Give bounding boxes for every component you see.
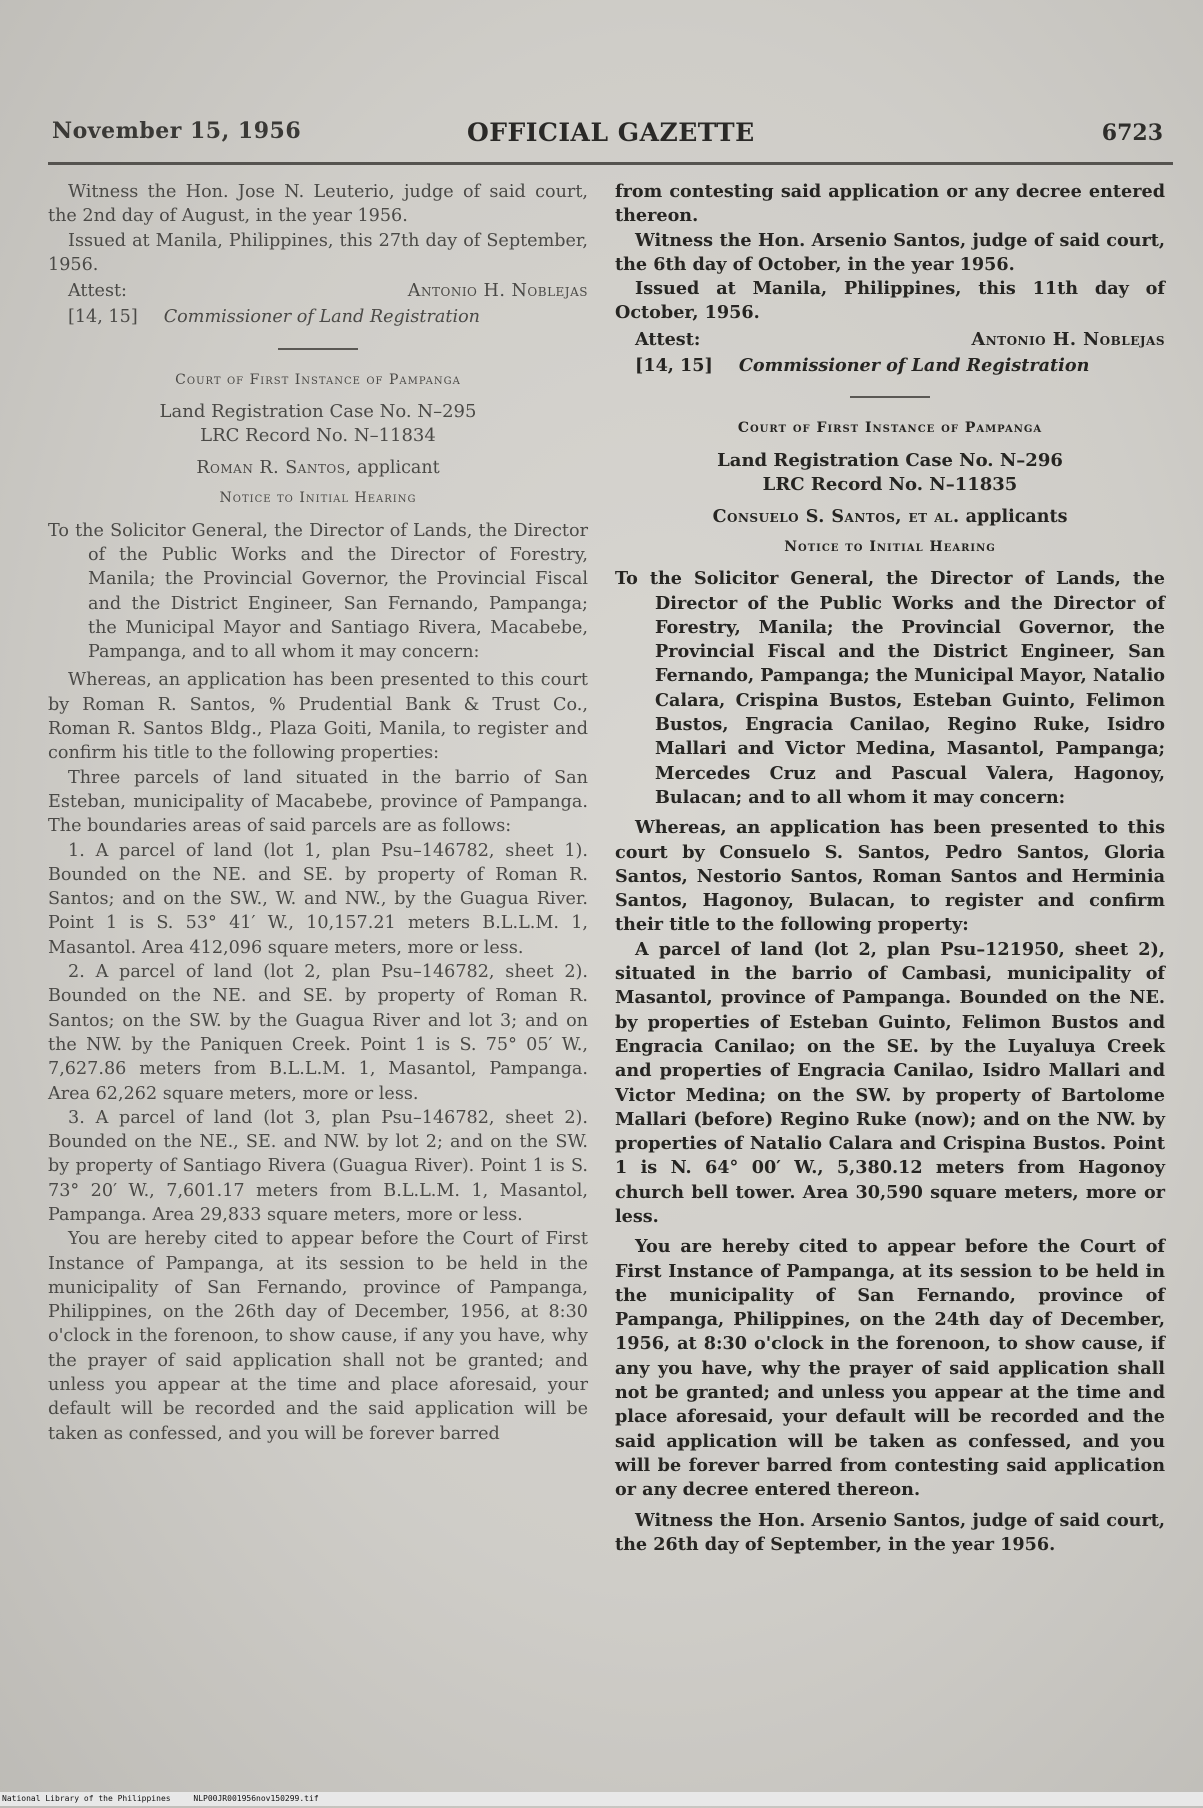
case-number: Land Registration Case No. N–295: [159, 401, 477, 423]
applicant-suffix: applicants: [965, 506, 1068, 527]
case-number: Land Registration Case No. N–296: [717, 449, 1063, 471]
attest-title: Commissioner of Land Registration: [163, 307, 480, 328]
parcel-1-paragraph: 1. A parcel of land (lot 1, plan Psu–146782, sheet 1). Bounded on the NE. and SE. by property of Roman R. Santos; and on the SW., W. and NW., by the Guagua River. Point 1 is S. 53° 41′ W., 10,157.21 meters B.L.L.M. 1, Masantol. Area 412,096 square meters, more or less.: [48, 840, 588, 958]
citation-paragraph: You are hereby cited to appear before the Court of First Instance of Pampanga, at its session to be held in the municipality of San Fernando, province of Pampanga, Philippines, on the 24th day of December, 1956, at 8:30 o'clock in the forenoon, to show cause, if any you have, why the prayer of said application shall not be granted; and unless you appear at the time and place aforesaid, your default will be recorded and the said application will be taken as confessed, and you will be forever barred from contesting said application or any decree entered thereon.: [615, 1236, 1165, 1501]
applicant-name: Consuelo S. Santos, et al.: [712, 506, 960, 527]
parcel-2-paragraph: 2. A parcel of land (lot 2, plan Psu–146782, sheet 2). Bounded on the NE. and SE. by property of Roman R. Santos; on the SW. by the Guagua River and lot 3; and on the NW. by the Paniquen Creek. Point 1 is S. 75° 05′ W., 7,627.86 meters from B.L.L.M. 1, Masantol, Pampanga. Area 62,262 square meters, more or less.: [48, 962, 588, 1104]
closing-witness-paragraph: Witness the Hon. Arsenio Santos, judge of said court, the 26th day of September, in the year 1956.: [615, 1509, 1165, 1555]
right-column: [615, 180, 1165, 1557]
lrc-record: LRC Record No. N–11834: [200, 425, 436, 447]
attest-ref: [14, 15]: [68, 307, 138, 328]
parcels-intro-paragraph: Three parcels of land situated in the barrio of San Esteban, municipality of Macabebe, province of Pampanga. The boundaries areas of said parcels are as follows:: [48, 767, 588, 837]
publication-title: OFFICIAL GAZETTE: [467, 118, 755, 147]
witness-paragraph: Witness the Hon. Jose N. Leuterio, judge of said court, the 2nd day of August, in the year 1956.: [48, 182, 588, 227]
addressees-paragraph: To the Solicitor General, the Director of Lands, the Director of the Public Works and the Director of Forestry, Manila; the Provincial Governor, the Provincial Fiscal and the District Engineer, San Fernando, Pampanga; the Municipal Mayor and Santiago Rivera, Macabebe, Pampanga, and to all whom it may concern:: [48, 520, 588, 663]
attest-title-line: [615, 354, 1165, 378]
attest-name: Antonio H. Noblejas: [971, 328, 1165, 350]
section-divider: [850, 396, 930, 398]
issued-paragraph: Issued at Manila, Philippines, this 27th day of September, 1956.: [48, 230, 588, 275]
witness-paragraph: Witness the Hon. Arsenio Santos, judge of said court, the 6th day of October, in the year 1956.: [615, 229, 1165, 275]
court-heading: Court of First Instance of Pampanga: [737, 420, 1043, 437]
section-divider: [278, 348, 358, 350]
notice-heading: Notice to Initial Hearing: [784, 538, 996, 555]
parcel-3-paragraph: 3. A parcel of land (lot 3, plan Psu–146782, sheet 2). Bounded on the NE., SE. and NW. by lot 2; and on the SW. by property of Santiago Rivera (Guagua River). Point 1 is S. 73° 20′ W., 7,601.17 meters from B.L.L.M. 1, Masantol, Pampanga. Area 29,833 square meters, more or less.: [48, 1107, 588, 1225]
attest-line: [48, 279, 588, 303]
addressees-paragraph: To the Solicitor General, the Director of Lands, the Director of the Public Works and the Director of Forestry, Manila; the Provincial Governor, the Provincial Fiscal and the District Engineer, San Fernando, Pampanga; the Municipal Mayor, Natalio Calara, Crispina Bustos, Esteban Guinto, Felimon Bustos, Engracia Canilao, Regino Ruke, Isidro Mallari and Victor Medina, Masantol, Pampanga; Mercedes Cruz and Pascual Valera, Hagonoy, Bulacan; and to all whom it may concern:: [615, 568, 1165, 808]
scan-filename: NLP00JR001956nov150299.tif: [193, 1794, 319, 1803]
applicant-name: Roman R. Santos,: [196, 458, 352, 479]
header-date: November 15, 1956: [52, 118, 302, 144]
applicant-suffix: applicant: [357, 458, 440, 479]
page-header: [52, 118, 1163, 158]
contest-paragraph: from contesting said application or any decree entered thereon.: [615, 181, 1165, 227]
attest-label: Attest:: [68, 281, 127, 302]
attest-name: Antonio H. Noblejas: [407, 281, 588, 302]
lrc-record: LRC Record No. N–11835: [762, 473, 1018, 495]
court-heading: Court of First Instance of Pampanga: [175, 371, 461, 388]
attest-title-line: [48, 305, 588, 329]
page-number: 6723: [1101, 120, 1163, 146]
whereas-paragraph: Whereas, an application has been presented to this court by Roman R. Santos, % Prudential Bank & Trust Co., Roman R. Santos Bldg., Plaza Goiti, Manila, to register and confirm his title to the following properties:: [48, 670, 588, 764]
attest-ref: [14, 15]: [635, 355, 713, 377]
issued-paragraph: Issued at Manila, Philippines, this 11th day of October, 1956.: [615, 278, 1165, 324]
notice-heading: Notice to Initial Hearing: [219, 490, 417, 507]
library-credit: National Library of the Philippines: [2, 1794, 171, 1803]
applicant-line: [48, 456, 588, 480]
header-rule: [48, 162, 1173, 165]
left-column: [48, 180, 588, 1446]
whereas-paragraph: Whereas, an application has been presented to this court by Consuelo S. Santos, Pedro Santos, Gloria Santos, Nestorio Santos, Roman Santos and Herminia Santos, Hagonoy, Bulacan, to register and confirm their title to the following property:: [615, 817, 1165, 936]
applicant-line: [615, 505, 1165, 529]
attest-label: Attest:: [635, 328, 701, 350]
attest-title: Commissioner of Land Registration: [738, 355, 1090, 377]
parcel-paragraph: A parcel of land (lot 2, plan Psu–121950, sheet 2), situated in the barrio of Cambasi, municipality of Masantol, province of Pampanga. Bounded on the NE. by properties of Esteban Guinto, Felimon Bustos and Engracia Canilao; on the SE. by the Luyaluya Creek and properties of Engracia Canilao, Isidro Mallari and Victor Medina; on the SW. by property of Bartolome Mallari (before) Regino Ruke (now); and on the NW. by properties of Natalio Calara and Crispina Bustos. Point 1 is N. 64° 00′ W., 5,380.12 meters from Hagonoy church bell tower. Area 30,590 square meters, more or less.: [615, 938, 1165, 1227]
citation-paragraph: You are hereby cited to appear before the Court of First Instance of Pampanga, at its session to be held in the municipality of San Fernando, province of Pampanga, Philippines, on the 26th day of December, 1956, at 8:30 o'clock in the forenoon, to show cause, if any you have, why the prayer of said application shall not be granted; and unless you appear at the time and place aforesaid, your default will be recorded and the said application will be taken as confessed, and you will be forever barred: [48, 1229, 588, 1444]
attest-line: [615, 328, 1165, 352]
scan-footer: [0, 1792, 1203, 1806]
